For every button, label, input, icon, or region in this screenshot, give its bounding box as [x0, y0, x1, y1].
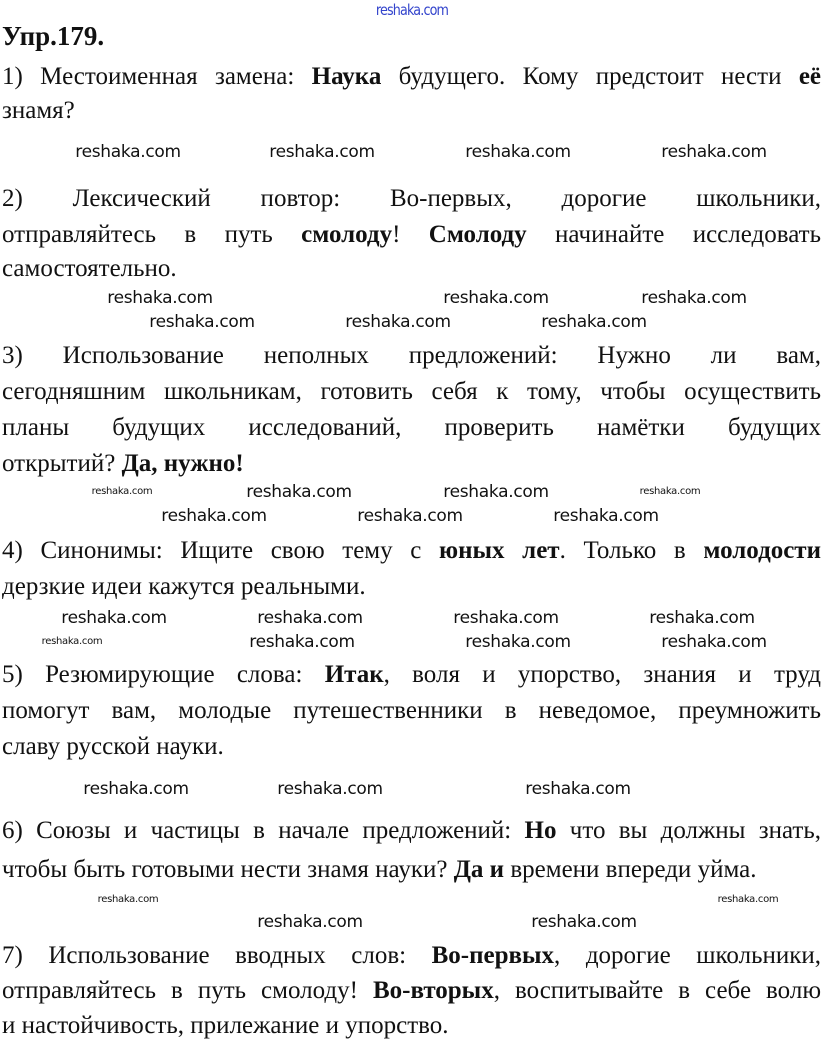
text-segment: . Только в [559, 537, 704, 564]
watermark: reshaka.com [257, 608, 363, 628]
watermark: reshaka.com [531, 912, 637, 932]
highlighted-word: юных лет [439, 537, 560, 564]
watermark: reshaka.com [525, 779, 631, 799]
text-segment: , воспитывайте в себе волю [493, 977, 821, 1004]
text-segment: 5) Резюмирующие слова: [2, 661, 325, 688]
watermark: reshaka.com [717, 894, 779, 905]
watermark: reshaka.com [375, 1, 449, 19]
watermark: reshaka.com [649, 608, 755, 628]
watermark: reshaka.com [465, 632, 571, 652]
paragraph-3-line [2, 413, 821, 443]
highlighted-word: Итак [324, 661, 384, 688]
text-segment: 3) Использование неполных предложений: Нужно ли вам, [2, 342, 821, 369]
text-segment: 2) Лексический повтор: Во-первых, дорогие школьники, [2, 185, 821, 212]
highlighted-word: молодости [703, 537, 821, 564]
text-segment: ! [392, 221, 429, 248]
highlighted-word: смолоду [301, 221, 393, 248]
text-segment: открытий? [2, 450, 122, 477]
paragraph-7-line [2, 941, 821, 971]
watermark: reshaka.com [443, 288, 549, 308]
watermark: reshaka.com [661, 142, 767, 162]
paragraph-3-line [2, 449, 821, 479]
watermark: reshaka.com [641, 288, 747, 308]
watermark: reshaka.com [345, 312, 451, 332]
paragraph-2-line [2, 254, 821, 284]
watermark: reshaka.com [257, 912, 363, 932]
watermark: reshaka.com [661, 632, 767, 652]
text-segment: что вы должны знать, [556, 817, 821, 844]
paragraph-4-line [2, 572, 821, 602]
watermark: reshaka.com [277, 779, 383, 799]
paragraph-2-line [2, 184, 821, 214]
highlighted-word: Наука [311, 63, 382, 90]
highlighted-word: её [798, 63, 822, 90]
text-segment: дерзкие идеи кажутся реальными. [2, 573, 366, 600]
paragraph-6-line [2, 816, 821, 846]
watermark: reshaka.com [269, 142, 375, 162]
text-segment: отправляйтесь в путь [2, 221, 302, 248]
text-segment: времени впереди уйма. [504, 856, 757, 883]
text-segment: сегодняшним школьникам, готовить себя к тому, чтобы осуществить [2, 378, 821, 405]
text-segment: 6) Союзы и частицы в начале предложений: [2, 817, 525, 844]
watermark: reshaka.com [161, 506, 267, 526]
text-segment: планы будущих исследований, проверить намётки будущих [2, 414, 821, 441]
text-segment: 7) Использование вводных слов: [2, 942, 432, 969]
text-segment: , дорогие школьники, [554, 942, 822, 969]
paragraph-3-line [2, 377, 821, 407]
paragraph-3-line [2, 341, 821, 371]
highlighted-word: Да и [453, 856, 505, 883]
paragraph-2-line [2, 220, 821, 250]
text-segment: знамя? [2, 97, 75, 124]
paragraph-5-line [2, 660, 821, 690]
watermark: reshaka.com [246, 482, 352, 502]
highlighted-word: Но [524, 817, 557, 844]
watermark: reshaka.com [465, 142, 571, 162]
watermark: reshaka.com [83, 779, 189, 799]
text-segment: помогут вам, молодые путешественники в неведомое, преумножить [2, 697, 821, 724]
watermark: reshaka.com [41, 636, 103, 647]
watermark: reshaka.com [249, 632, 355, 652]
text-segment: 1) Местоименная замена: [2, 63, 312, 90]
watermark: reshaka.com [91, 486, 153, 497]
watermark: reshaka.com [443, 482, 549, 502]
watermark: reshaka.com [97, 894, 159, 905]
text-segment: начинайте исследовать [526, 221, 821, 248]
highlighted-word: Во-первых [431, 942, 555, 969]
paragraph-5-line [2, 732, 821, 762]
exercise-title: Упр.179. [2, 21, 105, 51]
text-segment: самостоятельно. [2, 255, 177, 282]
highlighted-word: Да, нужно! [121, 450, 244, 477]
paragraph-7-line [2, 976, 821, 1006]
watermark: reshaka.com [541, 312, 647, 332]
text-segment: , воля и упорство, знания и труд [383, 661, 821, 688]
paragraph-5-line [2, 696, 821, 726]
text-segment: чтобы быть готовыми нести знамя науки? [2, 856, 454, 883]
paragraph-6-line [2, 855, 821, 885]
paragraph-1-line [2, 96, 821, 126]
paragraph-4-line [2, 536, 821, 566]
paragraph-1-line [2, 62, 821, 92]
watermark: reshaka.com [149, 312, 255, 332]
paragraph-7-line [2, 1011, 821, 1041]
text-segment: 4) Синонимы: Ищите свою тему с [2, 537, 439, 564]
highlighted-word: Смолоду [428, 221, 527, 248]
text-segment: и настойчивость, прилежание и упорство. [2, 1012, 449, 1039]
watermark: reshaka.com [553, 506, 659, 526]
watermark: reshaka.com [61, 608, 167, 628]
text-segment: славу русской науки. [2, 733, 224, 760]
watermark: reshaka.com [453, 608, 559, 628]
watermark: reshaka.com [357, 506, 463, 526]
highlighted-word: Во-вторых [372, 977, 494, 1004]
watermark: reshaka.com [639, 486, 701, 497]
text-segment: будущего. Кому предстоит нести [381, 63, 799, 90]
watermark: reshaka.com [75, 142, 181, 162]
text-segment: отправляйтесь в путь смолоду! [2, 977, 373, 1004]
watermark: reshaka.com [107, 288, 213, 308]
